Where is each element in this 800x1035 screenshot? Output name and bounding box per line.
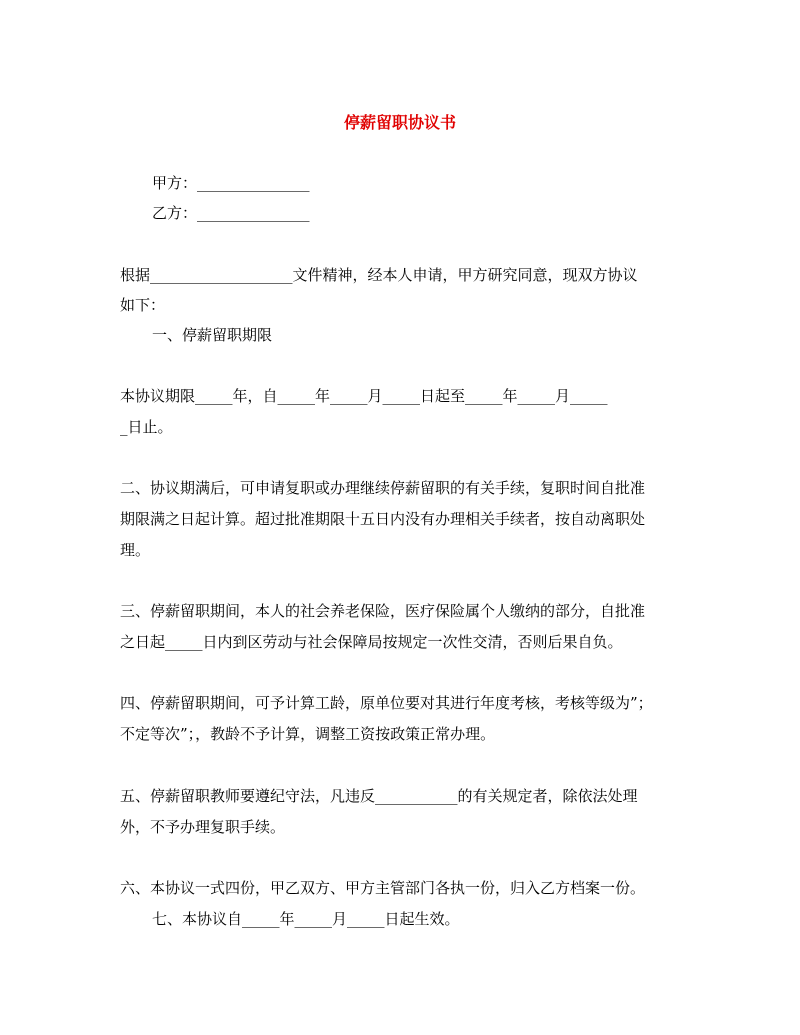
section4-line-2: 不定等次”；，教龄不予计算，调整工资按政策正常办理。 (120, 725, 496, 743)
section1-body-line-1: 本协议期限_____年，自_____年_____月_____日起至_____年_____月_____ (120, 387, 608, 405)
section7-line: 七、本协议自_____年_____月_____日起生效。 (152, 910, 460, 928)
section4-line-1: 四、停薪留职期间，可予计算工龄，原单位要对其进行年度考核，考核等级为”； (120, 694, 653, 712)
intro-line-1: 根据___________________文件精神，经本人申请，甲方研究同意，现双方协议 (120, 266, 638, 284)
intro-line-2: 如下： (120, 296, 166, 314)
section1-body-line-2: _日止。 (120, 418, 173, 436)
section3-line-2: 之日起_____日内到区劳动与社会保障局按规定一次性交清，否则后果自负。 (120, 633, 623, 651)
section2-line-3: 理。 (120, 541, 151, 559)
section3-line-1: 三、停薪留职期间，本人的社会养老保险，医疗保险属个人缴纳的部分，自批准 (120, 602, 646, 620)
section5-line-1: 五、停薪留职教师要遵纪守法，凡违反___________的有关规定者，除依法处理 (120, 787, 638, 805)
section2-line-1: 二、协议期满后，可申请复职或办理继续停薪留职的有关手续，复职时间自批准 (120, 479, 646, 497)
section1-heading: 一、停薪留职期限 (152, 326, 273, 344)
document-title: 停薪留职协议书 (343, 113, 456, 132)
section6-line: 六、本协议一式四份，甲乙双方、甲方主管部门各执一份，归入乙方档案一份。 (120, 879, 646, 897)
party-b-line: 乙方：_______________ (152, 204, 310, 222)
party-a-line: 甲方：_______________ (152, 174, 310, 192)
section2-line-2: 期限满之日起计算。超过批准期限十五日内没有办理相关手续者，按自动离职处 (120, 510, 646, 528)
section5-line-2: 外，不予办理复职手续。 (120, 818, 286, 836)
